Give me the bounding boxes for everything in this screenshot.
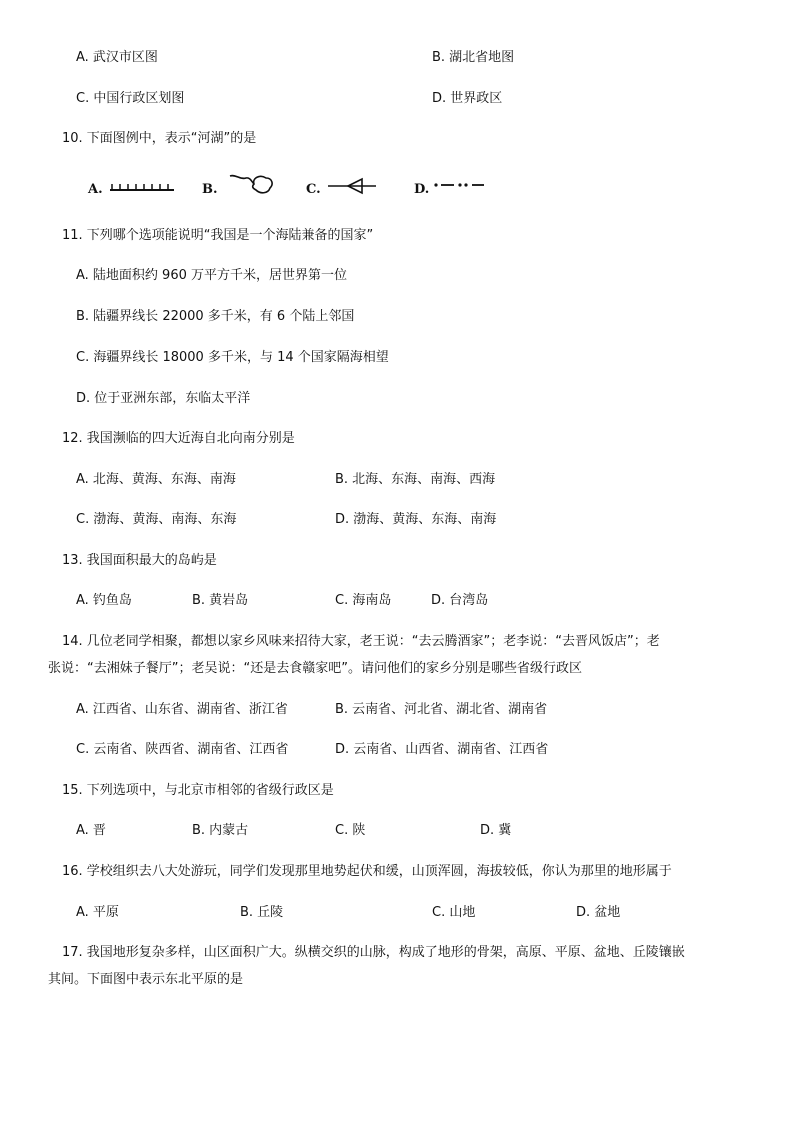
q15-option-d: D. 冀	[480, 823, 512, 838]
q15-option-a: A. 晋	[76, 823, 106, 838]
q9-option-d: D. 世界政区	[432, 91, 503, 106]
q16-option-b: B. 丘陵	[240, 905, 284, 920]
q10-legend-options	[88, 172, 508, 202]
q12-option-b: B. 北海、东海、南海、西海	[335, 472, 496, 487]
q12-stem: 12. 我国濒临的四大近海自北向南分别是	[62, 431, 295, 446]
q10-legend-a-letter: A.	[88, 182, 103, 197]
q10-legend-b-letter: B.	[202, 182, 218, 197]
q15-option-c: C. 陕	[335, 823, 366, 838]
railway-symbol-icon	[108, 172, 178, 202]
q16-option-a: A. 平原	[76, 905, 119, 920]
q11-option-c: C. 海疆界线长 18000 多千米，与 14 个国家隔海相望	[76, 350, 389, 365]
q10-legend-c-letter: C.	[306, 182, 321, 197]
q11-option-b: B. 陆疆界线长 22000 多千米，有 6 个陆上邻国	[76, 309, 355, 324]
q11-option-a: A. 陆地面积约 960 万平方千米，居世界第一位	[76, 268, 348, 283]
boundary-line-symbol-icon	[432, 172, 502, 202]
q16-option-c: C. 山地	[432, 905, 476, 920]
q9-option-c: C. 中国行政区划图	[76, 91, 185, 106]
q12-option-a: A. 北海、黄海、东海、南海	[76, 472, 236, 487]
q14-option-a: A. 江西省、山东省、湖南省、浙江省	[76, 702, 288, 717]
q14-stem-line2: 张说：“去湘妹子餐厅”；老吴说：“还是去食赣家吧”。请问他们的家乡分别是哪些省级行政区	[48, 661, 582, 676]
q16-option-d: D. 盆地	[576, 905, 621, 920]
q14-stem-line1: 14. 几位老同学相聚，都想以家乡风味来招待大家，老王说：“去云腾酒家”；老李说：“去晋风饭店”；老	[62, 634, 660, 649]
q13-option-c: C. 海南岛	[335, 593, 392, 608]
q13-option-a: A. 钓鱼岛	[76, 593, 132, 608]
q15-stem: 15. 下列选项中，与北京市相邻的省级行政区是	[62, 783, 334, 798]
q11-option-d: D. 位于亚洲东部，东临太平洋	[76, 391, 251, 406]
q14-option-c: C. 云南省、陕西省、湖南省、江西省	[76, 742, 289, 757]
q10-legend-d-letter: D.	[414, 182, 430, 197]
river-lake-symbol-icon	[222, 172, 282, 202]
q17-stem-line1: 17. 我国地形复杂多样，山区面积广大。纵横交织的山脉，构成了地形的骨架，高原、平原、盆地、丘陵镶嵌	[62, 945, 685, 960]
q11-stem: 11. 下列哪个选项能说明“我国是一个海陆兼备的国家”	[62, 228, 374, 243]
q9-option-b: B. 湖北省地图	[432, 50, 515, 65]
q14-option-b: B. 云南省、河北省、湖北省、湖南省	[335, 702, 548, 717]
q16-stem: 16. 学校组织去八大处游玩，同学们发现那里地势起伏和缓，山顶浑圆，海拔较低，你认为那里的地形属于	[62, 864, 672, 879]
q17-stem-line2: 其间。下面图中表示东北平原的是	[48, 972, 244, 987]
q9-option-a: A. 武汉市区图	[76, 50, 158, 65]
arrow-symbol-icon	[326, 172, 386, 202]
q14-option-d: D. 云南省、山西省、湖南省、江西省	[335, 742, 549, 757]
q10-stem: 10. 下面图例中，表示“河湖”的是	[62, 131, 257, 146]
q13-stem: 13. 我国面积最大的岛屿是	[62, 553, 217, 568]
q12-option-d: D. 渤海、黄海、东海、南海	[335, 512, 497, 527]
q13-option-b: B. 黄岩岛	[192, 593, 249, 608]
q13-option-d: D. 台湾岛	[431, 593, 489, 608]
q15-option-b: B. 内蒙古	[192, 823, 249, 838]
q12-option-c: C. 渤海、黄海、南海、东海	[76, 512, 237, 527]
